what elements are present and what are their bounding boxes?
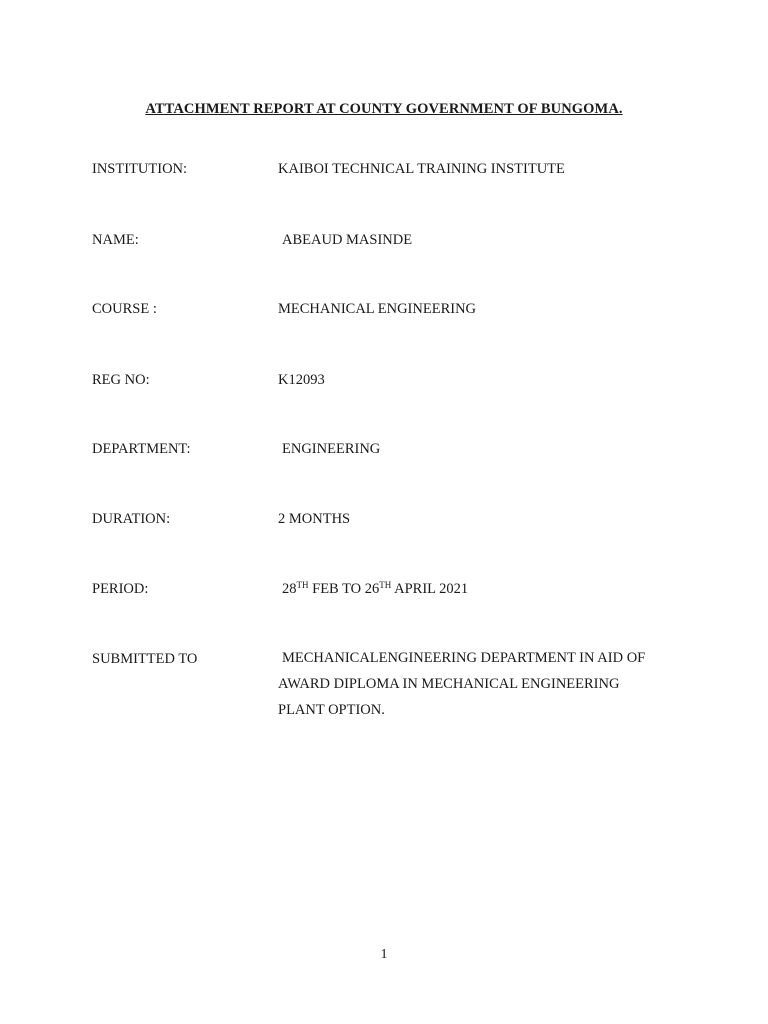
period-start-rest: FEB TO xyxy=(308,581,365,597)
period-end-day: 26 xyxy=(364,581,380,597)
submitted-line: PLANT OPTION. xyxy=(278,702,385,718)
field-label: NAME: xyxy=(92,232,139,248)
period-start-suffix: TH xyxy=(296,580,309,590)
field-value: K12093 xyxy=(278,372,325,388)
submitted-line: AWARD DIPLOMA IN MECHANICAL ENGINEERING xyxy=(278,676,620,692)
field-value: ABEAUD MASINDE xyxy=(282,232,413,248)
period-value xyxy=(282,581,468,598)
field-label: PERIOD: xyxy=(92,581,149,597)
field-label: REG NO: xyxy=(92,372,150,388)
period-start-day: 28 xyxy=(282,581,297,597)
field-label: SUBMITTED TO xyxy=(92,651,198,667)
submitted-value xyxy=(278,645,698,723)
page-number: 1 xyxy=(380,947,388,962)
period-end-rest: APRIL 2021 xyxy=(391,581,469,597)
field-label: COURSE : xyxy=(92,301,157,317)
field-value: MECHANICAL ENGINEERING xyxy=(278,301,477,317)
field-value: 2 MONTHS xyxy=(278,511,351,527)
field-label: DEPARTMENT: xyxy=(92,441,191,457)
field-value: KAIBOI TECHNICAL TRAINING INSTITUTE xyxy=(278,161,565,177)
period-end-suffix: TH xyxy=(379,580,392,590)
submitted-line: MECHANICALENGINEERING DEPARTMENT IN AID OF xyxy=(282,650,646,666)
field-value: ENGINEERING xyxy=(282,441,381,457)
field-label: DURATION: xyxy=(92,511,171,527)
document-title: ATTACHMENT REPORT AT COUNTY GOVERNMENT OF BUNGOMA. xyxy=(145,101,623,117)
field-label: INSTITUTION: xyxy=(92,161,188,177)
